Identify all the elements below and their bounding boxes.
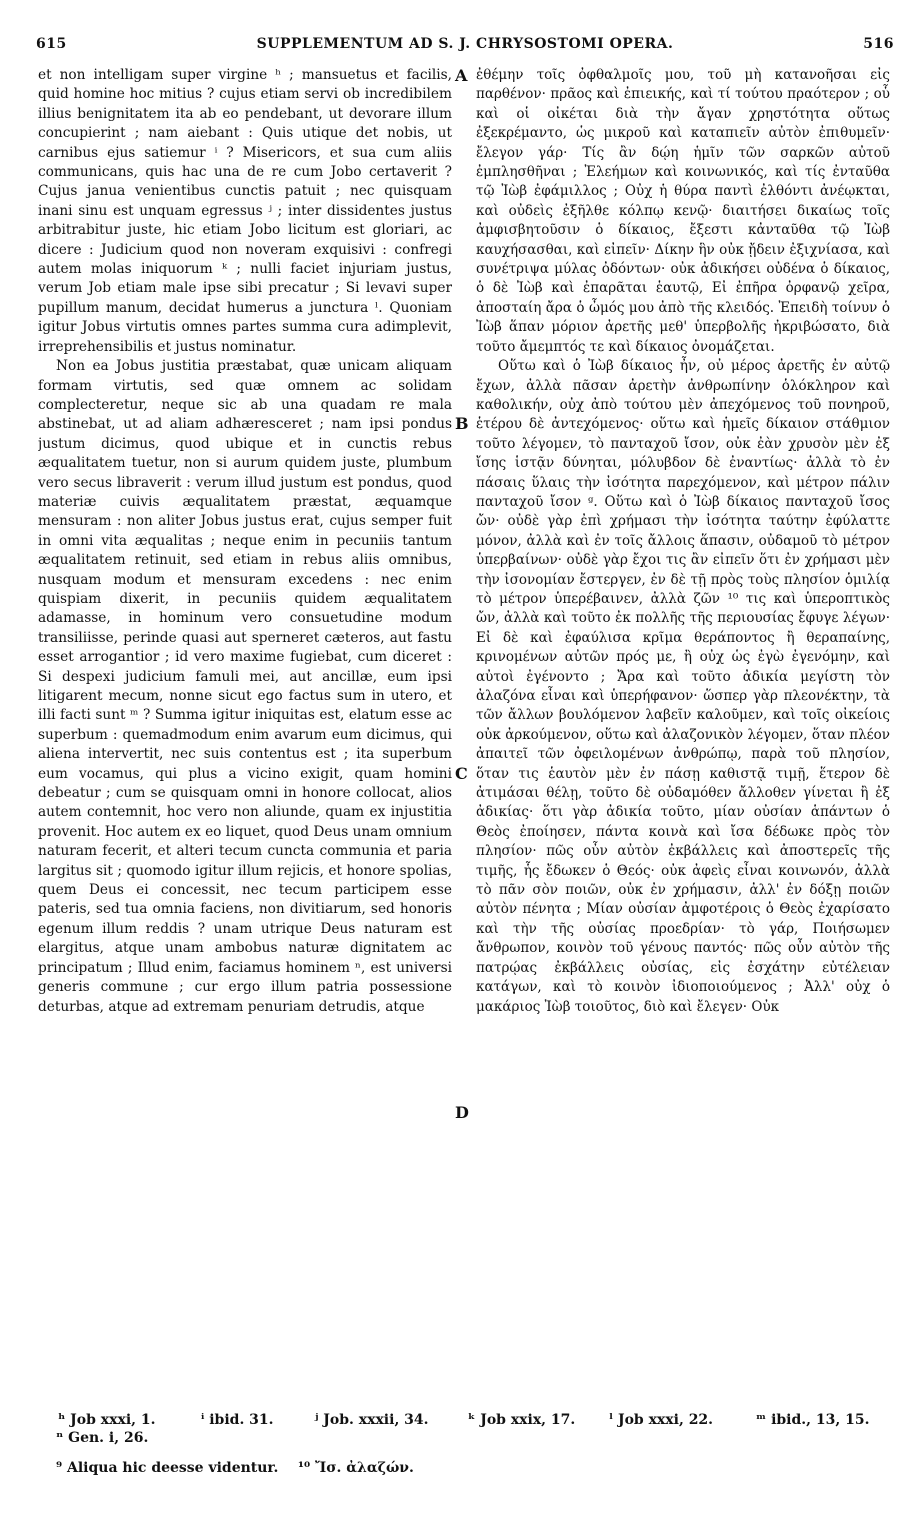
margin-marker-c: C [455,764,468,783]
margin-marker-b: B [455,414,469,433]
footnote-i: ⁱ ibid. 31. [201,1412,274,1428]
footnote-j: ʲ Job. xxxii, 34. [314,1412,429,1428]
page-header [36,36,894,56]
footnote-row [36,1412,894,1430]
page-number-left: 615 [36,36,67,52]
latin-paragraph-1: et non intelligam super virgine ʰ ; mansuetus et facilis, quid homine hoc mitius ? cujus etiam servi ob incredibilem illius benignitatem ita ab eo pendebant, ut devorare illum concupierint ; nam aiebant : Quis utique det nobis, ut carnibus ejus satiemur ⁱ ? Misericors, et sua cum aliis communicans, quis hac una de re cum Jobo certaverit ? Cujus janua venientibus cunctis patuit ; nec quisquam inani sinu est unquam egressus ʲ ; inter dissidentes justus arbitrabitur juste, hic etiam Jobo licitum est gloriari, ac dicere : Judicium quod non noveram exquisivi : confregi autem molas iniquorum ᵏ ; nulli faciet injuriam justus, verum Job etiam male ipse sibi precatur ; Si levavi super pupillum manum, decidat humerus a junctura ˡ. Quoniam igitur Jobus virtutis omnes partes summa cura adimplevit, irreprehensibilis et justus nominatur. [38,67,452,355]
margin-marker-d: D [455,1103,469,1122]
greek-column [476,66,890,1404]
footnote-l: ˡ Job xxxi, 22. [609,1412,714,1428]
page-number-right: 516 [863,36,894,52]
editorial-note: ⁹ Aliqua hic deesse videntur. ¹⁰ Ἴσ. ἀλαζών. [56,1460,414,1476]
footnote-row [36,1460,894,1478]
footnote-h: ʰ Job xxxi, 1. [58,1412,156,1428]
greek-paragraph-2: Οὕτω καὶ ὁ Ἰὼβ δίκαιος ἦν, οὐ μέρος ἀρετῆς ἐν αὐτῷ ἔχων, ἀλλὰ πᾶσαν ἀρετὴν ἀνθρωπίνην ὁλόκληρον καὶ καθολικήν, οὐχ ἀπὸ τούτου μὲν ἀπεχόμενος τοῦ πονηροῦ, ἑτέρου δὲ ἀντεχόμενος· οὕτω καὶ ἡμεῖς δίκαιον στάθμιον τοῦτο λέγομεν, τὸ πανταχοῦ ἴσον, οὐκ ἐὰν χρυσὸν μὲν ἐξ ἴσης ἱστᾷν δύνηται, μόλυβδον δὲ ἐναντίως· ἀλλὰ τὸ ἐν πάσαις ὕλαις τὴν ἰσότητα παρεχόμενον, καὶ μέτρον πάλιν πανταχοῦ ἴσον ᵍ. Οὕτω καὶ ὁ Ἰὼβ δίκαιος πανταχοῦ ἴσος ὤν· οὐδὲ γὰρ ἐπὶ χρήμασι τὴν ἰσότητα ταύτην ἐφύλαττε μόνον, ἀλλὰ καὶ ἐν τοῖς ἄλλοις ἅπασιν, οὐδαμοῦ τὸ μέτρον ὑπερβαίνων· οὐδὲ γὰρ ἔχοι τις ἂν εἰπεῖν ὅτι ἐν χρήμασι μὲν τὴν ἰσονομίαν ἔστεργεν, ἐν δὲ τῇ πρὸς τοὺς πλησίον ὁμιλίᾳ τὸ μέτρον ὑπερέβαινεν, ἀλλὰ ζῶν ¹⁰ τις καὶ ὑπεροπτικὸς ὤν, ἀλλὰ καὶ τοῦτο ἐκ πολλῆς τῆς περιουσίας ἔφυγε λέγων· Εἰ δὲ καὶ ἐφαύλισα κρῖμα θεράποντος ἢ θεραπαίνης, κρινομένων αὐτῶν πρός με, ἢ οὐχ ὡς ἐγὼ ἐγενόμην, καὶ αὐτοὶ ἐγένοντο ; Ἄρα καὶ τοῦτο ἀδικία μεγίστη τὸν ἀλαζόνα εἶναι καὶ ὑπερήφανον· ὥσπερ γὰρ πλεονέκτην, τὰ τῶν ἄλλων βουλόμενον λαβεῖν καλοῦμεν, καὶ τοῖς οἰκείοις οὐκ ἀρκούμενον, οὕτω καὶ ἀλαζονικὸν λέγομεν, ὅταν πλέον ἀπαιτεῖ τῶν ὀφειλομένων ἀνθρώπῳ, παρὰ τοῦ πλησίον, ὅταν τις ἑαυτὸν μὲν ἐν πάσῃ καθιστᾷ τιμῇ, ἕτερον δὲ ἀτιμάσαι θέλῃ, τοῦτο δὲ οὐδαμόθεν ἄλλοθεν γίνεται ἢ ἐξ ἀδικίας· ὅτι γὰρ ἀδικία τοῦτο, μίαν οὐσίαν ἁπάντων ὁ Θεὸς ἐποίησεν, πάντα κοινὰ καὶ ἴσα δέδωκε πρὸς τὸν πλησίον· πῶς οὖν αὐτὸν ἐκβάλλεις καὶ ἀποστερεῖς τῆς τιμῆς, ἧς ἔδωκεν ὁ Θεός· οὐκ ἀφεὶς εἶναι κοινωνόν, ἀλλὰ τὸ πᾶν σὸν ποιῶν, οὐκ ἐν χρήμασιν, ἀλλ' ἐν δόξῃ ποιῶν αὐτὸν πένητα ; Μίαν οὐσίαν ἀμφοτέροις ὁ Θεὸς ἐχαρίσατο καὶ τὴν τῆς οὐσίας προεδρίαν· τὸ γάρ, Ποιήσωμεν ἄνθρωπον, κοινὸν τοῦ γένους παντός· πῶς οὖν αὐτὸν τῆς πατρῴας ἐκβάλλεις οὐσίας, εἰς ἐσχάτην εὐτέλειαν κατάγων, καὶ τὸ κοινὸν ἰδιοποιούμενος ; Ἀλλ' οὐχ ὁ μακάριος Ἰὼβ τοιοῦτος, διὸ καὶ ἔλεγεν· Οὐκ [476,358,890,1015]
running-title: SUPPLEMENTUM AD S. J. CHRYSOSTOMI OPERA. [256,36,674,52]
footnote-row [36,1430,894,1448]
margin-marker-a: A [455,66,468,85]
footnote-n: ⁿ Gen. i, 26. [56,1430,149,1446]
footnote-m: ᵐ ibid., 13, 15. [756,1412,870,1428]
footnote-k: ᵏ Job xxix, 17. [468,1412,576,1428]
latin-paragraph-2: Non ea Jobus justitia præstabat, quæ unicam aliquam formam virtutis, sed quæ omnem ac solidam complecteretur, neque sic ab una quadam re mala abstinebat, ut ad aliam adhæresceret ; nam ipsi pondus justum dicimus, quod ubique et in cunctis rebus æqualitatem tuetur, non si aurum quidem juste, plumbum vero secus libraverit : verum illud justum est pondus, quod materiæ cuivis æqualitatem præstat, æquamque mensuram : non aliter Jobus justus erat, cujus semper fuit in omni vita æqualitas ; neque enim in pecuniis tantum æqualitatem retinuit, sed etiam in rebus aliis omnibus, nusquam modum et mensuram excedens : nec enim quispiam dixerit, in pecuniis quidem æqualitatem adamasse, in hominum vero consuetudine modum transiliisse, perinde quasi aut sperneret cæteros, aut fastu esset arrogantior ; id vero maxime fugiebat, cum diceret : Si despexi judicium famuli mei, aut ancillæ, eum ipsi litigarent mecum, nonne sicut ego factus sum in utero, et illi facti sunt ᵐ ? Summa igitur iniquitas est, elatum esse ac superbum : quemadmodum enim avarum eum dicimus, qui aliena intervertit, nec suis contentus est ; ita superbum eum vocamus, qui plus a vicino exigit, quam homini debeatur ; cum se quisquam omni in honore collocat, alios autem contemnit, hoc vero non aliunde, quam ex injustitia provenit. Hoc autem ex eo liquet, quod Deus unam omnium naturam fecerit, et alteri tecum cuncta communia et paria largitus sit ; quomodo igitur illum rejicis, et honore spolias, quem Deus ei concessit, nec tecum participem esse pateris, sed tua omnia faciens, non divitiarum, sed honoris egenum illum reddis ? unam utrique Deus naturam est elargitus, atque unam ambobus naturæ dignitatem ac principatum ; Illud enim, faciamus hominem ⁿ, est universi generis commune ; cur ergo illum patria possessione deturbas, atque ad extremam penuriam detrudis, atque [38,358,452,1015]
latin-column [38,66,452,1404]
greek-paragraph-1: ἐθέμην τοῖς ὀφθαλμοῖς μου, τοῦ μὴ κατανοῆσαι εἰς παρθένον· πρᾶος καὶ ἐπιεικής, καὶ τί τούτου πραότερον ; οὗ καὶ οἱ οἰκέται διὰ τὴν ἄγαν χρηστότητα οὕτως ἐξεκρέμαντο, ὡς μικροῦ καὶ καταπιεῖν αὐτὸν ἐπιθυμεῖν· ἔλεγον γάρ· Τίς ἂν δῴη ἡμῖν τῶν σαρκῶν αὐτοῦ ἐμπλησθῆναι ; Ἐλεήμων καὶ κοινωνικός, καὶ τίς ἐνταῦθα τῷ Ἰὼβ ἐφάμιλλος ; Οὐχ ἡ θύρα παντὶ ἐλθόντι ἀνέῳκται, καὶ οὐδεὶς ἐξῆλθε κόλπῳ κενῷ· διαιτήσει δικαίως τοῖς ἀμφισβητοῦσιν ὁ δίκαιος, ἔξεστι κἀνταῦθα τῷ Ἰὼβ καυχήσασθαι, καὶ εἰπεῖν· Δίκην ἣν οὐκ ᾔδειν ἐξιχνίασα, καὶ συνέτριψα μύλας ὀδόντων· οὐκ ἀδικήσει οὐδένα ὁ δίκαιος, ὁ δὲ Ἰὼβ καὶ ἐπαρᾶται ἑαυτῷ, Εἰ ἐπῆρα ὀρφανῷ χεῖρα, ἀποσταίη ἄρα ὁ ὦμός μου ἀπὸ τῆς κλειδός. Ἐπειδὴ τοίνυν ὁ Ἰὼβ ἅπαν μόριον ἀρετῆς μεθ' ὑπερβολῆς ἠκριβώσατο, διὰ τοῦτο ἄμεμπτός τε καὶ δίκαιος ὀνομάζεται. [476,67,890,355]
